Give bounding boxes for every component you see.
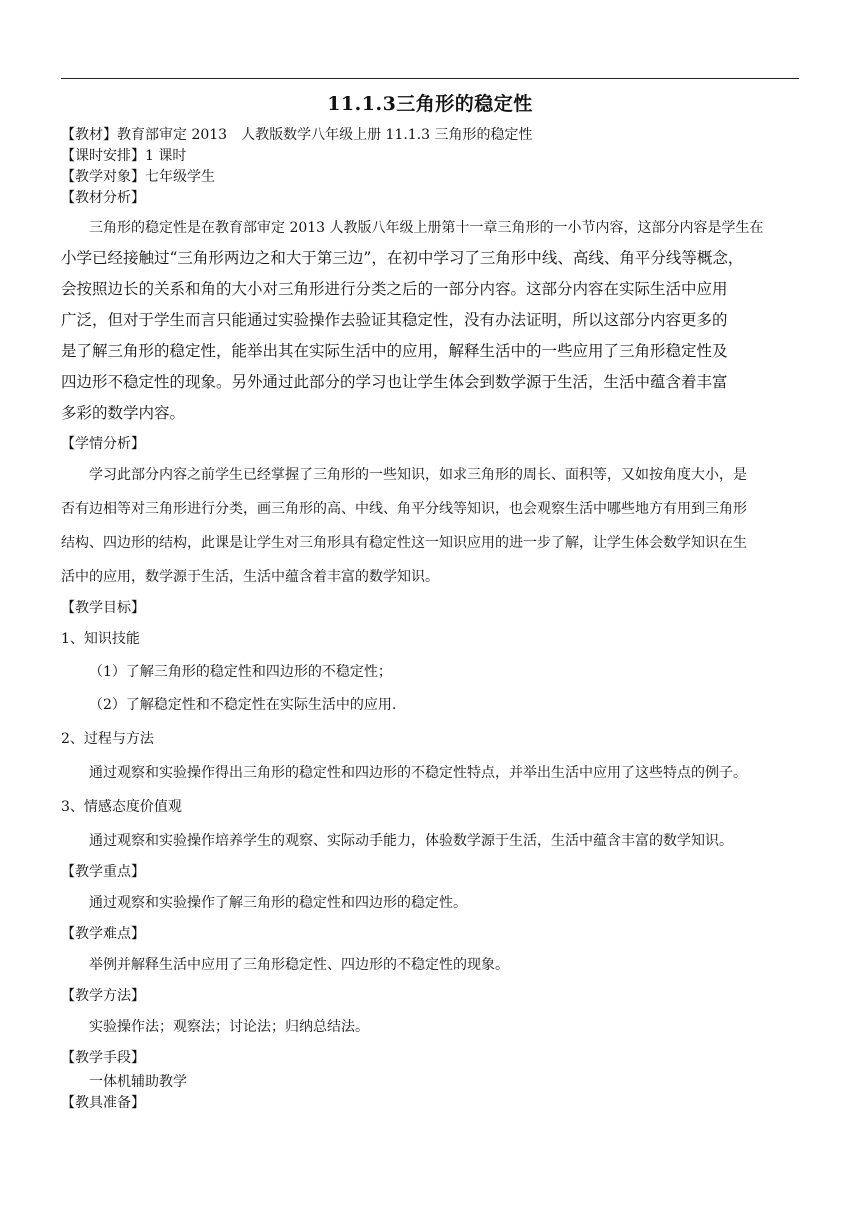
analysis-line: 是了解三角形的稳定性，能举出其在实际生活中的应用，解释生活中的一些应用了三角形稳定性及 — [61, 342, 728, 360]
analysis-line: 四边形不稳定性的现象。另外通过此部分的学习也让学生体会到数学源于生活，生活中蕴含着丰富 — [61, 373, 728, 391]
learner-line: 否有边相等对三角形进行分类，画三角形的高、中线、角平分线等知识，也会观察生活中哪些地方有用到三角形 — [61, 501, 747, 517]
textbook-info: 【教材】教育部审定 2013 人教版数学八年级上册 11.1.3 三角形的稳定性 — [61, 127, 533, 143]
learner-line: 结构、四边形的结构，此课是让学生对三角形具有稳定性这一知识应用的进一步了解，让学生体会数学知识在生 — [61, 535, 747, 551]
tools-heading: 【教具准备】 — [61, 1095, 145, 1111]
analysis-heading: 【教材分析】 — [61, 190, 145, 206]
emotion-text: 通过观察和实验操作培养学生的观察、实际动手能力，体验数学源于生活，生活中蕴含丰富的数学知识。 — [89, 833, 733, 849]
methods-text: 实验操作法；观察法；讨论法；归纳总结法。 — [89, 1019, 369, 1035]
objectives-heading: 【教学目标】 — [61, 600, 145, 616]
knowledge-title: 1、知识技能 — [61, 631, 140, 647]
learner-line: 学习此部分内容之前学生已经掌握了三角形的一些知识，如求三角形的周长、面积等，又如按角度大小，是 — [89, 467, 747, 483]
schedule-info: 【课时安排】1 课时 — [61, 148, 187, 164]
header-rule — [61, 78, 799, 79]
learner-line: 活中的应用，数学源于生活，生活中蕴含着丰富的数学知识。 — [61, 569, 439, 585]
analysis-line: 三角形的稳定性是在教育部审定 2013 人教版八年级上册第十一章三角形的一小节内容，这部分内容是学生在 — [89, 220, 764, 236]
document-body — [61, 125, 801, 1114]
emotion-title: 3、情感态度价值观 — [61, 799, 182, 815]
means-heading: 【教学手段】 — [61, 1050, 145, 1066]
difficulties-heading: 【教学难点】 — [61, 926, 145, 942]
analysis-line: 小学已经接触过“三角形两边之和大于第三边”，在初中学习了三角形中线、高线、角平分线等概念， — [61, 249, 744, 267]
process-title: 2、过程与方法 — [61, 731, 154, 747]
analysis-line: 会按照边长的关系和角的大小对三角形进行分类之后的一部分内容。这部分内容在实际生活中应用 — [61, 280, 728, 298]
means-text: 一体机辅助教学 — [89, 1074, 187, 1090]
knowledge-item: （1）了解三角形的稳定性和四边形的不稳定性； — [89, 664, 392, 680]
document-title: 11.1.3三角形的稳定性 — [327, 93, 533, 115]
methods-heading: 【教学方法】 — [61, 988, 145, 1004]
learner-paragraph — [61, 458, 801, 594]
analysis-paragraph — [61, 213, 801, 429]
key-points-heading: 【教学重点】 — [61, 864, 145, 880]
difficulties-text: 举例并解释生活中应用了三角形稳定性、四边形的不稳定性的现象。 — [89, 957, 509, 973]
analysis-line: 广泛，但对于学生而言只能通过实验操作去验证其稳定性，没有办法证明，所以这部分内容更多的 — [61, 311, 728, 329]
process-text: 通过观察和实验操作得出三角形的稳定性和四边形的不稳定性特点，并举出生活中应用了这些特点的例子。 — [89, 765, 747, 781]
key-points-text: 通过观察和实验操作了解三角形的稳定性和四边形的稳定性。 — [89, 895, 467, 911]
analysis-line: 多彩的数学内容。 — [61, 404, 186, 422]
knowledge-item: （2）了解稳定性和不稳定性在实际生活中的应用. — [89, 697, 397, 713]
audience-info: 【教学对象】七年级学生 — [61, 169, 215, 185]
learner-heading: 【学情分析】 — [61, 436, 145, 452]
